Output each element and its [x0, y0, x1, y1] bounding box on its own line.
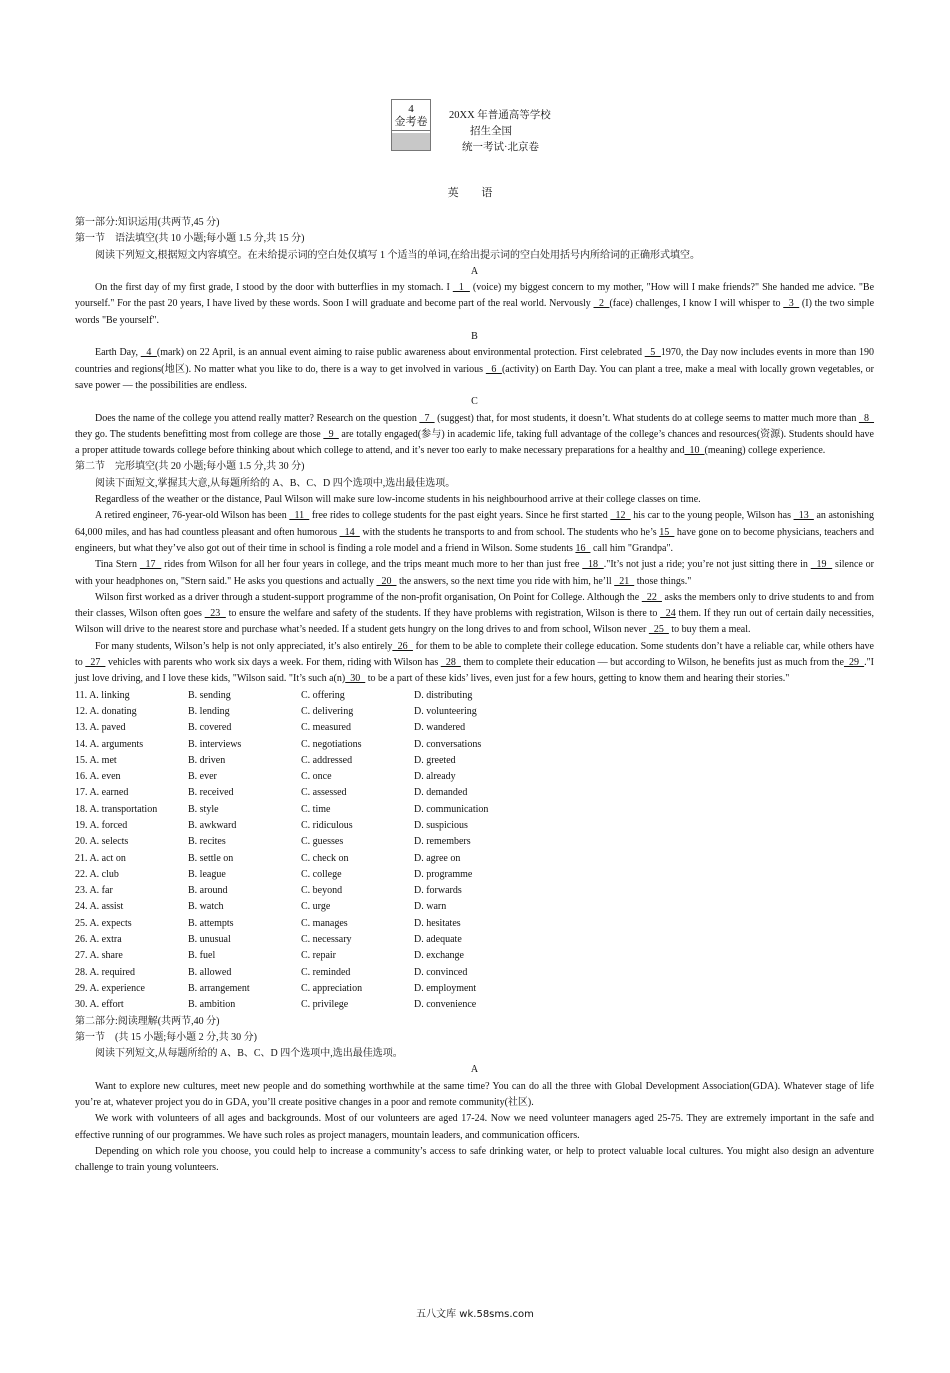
answer-blank: 9	[323, 428, 339, 440]
option-choice: 11. A. linking	[75, 689, 130, 701]
option-choice: B. covered	[188, 722, 232, 734]
passage-text: are totally engaged(参与) in academic life, taking full advantage of the college’s chances and resources(资源). Students should have a proper attitude towards college before thinking about which college to attend, and it’s never too early to make necessary preparations for a healthy and	[75, 428, 874, 457]
option-choice: C. guesses	[301, 836, 344, 848]
answer-blank: 15	[659, 526, 675, 538]
passage-text: to ensure the welfare and safety of the students. If they have problems with registration, Wilson is there to	[225, 608, 661, 620]
passage-text: those things."	[634, 575, 692, 587]
option-choice: 20. A. selects	[75, 836, 129, 848]
option-choice: 18. A. transportation	[75, 803, 158, 815]
passage-text: For many students, Wilson’s help is not only appreciated, it’s also entirely	[95, 640, 393, 652]
option-choice: C. manages	[301, 917, 348, 929]
option-choice: B. sending	[188, 689, 231, 701]
option-choice: D. forwards	[414, 885, 462, 897]
option-choice: C. check on	[301, 852, 349, 864]
option-choice: 22. A. club	[75, 868, 119, 880]
cloze-paragraph-1: Regardless of the weather or the distance, Paul Wilson will make sure low-income students in his neighbourhood arrive at their college classes on time.	[95, 494, 701, 506]
option-choice: C. once	[301, 771, 332, 783]
option-choice: D. convinced	[414, 966, 468, 978]
answer-blank: 30	[345, 673, 366, 685]
answer-blank: 7	[419, 412, 435, 424]
option-row	[75, 753, 874, 769]
option-row	[75, 948, 874, 964]
option-choice: C. urge	[301, 901, 331, 913]
answer-blank: 6	[485, 363, 502, 375]
option-choice: C. beyond	[301, 885, 343, 897]
option-choice: B. awkward	[188, 819, 237, 831]
cloze-paragraph-2	[75, 508, 874, 557]
reading-paragraph-1: Want to explore new cultures, meet new people and do something worthwhile at the same time? You can do all the three with Global Development Association(GDA). Whatever stage of life you’re at, whatever project you do in GDA, you’ll create positive changes in a poor and remote community(社区).	[75, 1080, 874, 1109]
answer-blank: 12	[610, 510, 631, 522]
answer-blank: 20	[376, 575, 397, 587]
option-row	[75, 818, 874, 834]
badge-label: 金考卷	[392, 115, 430, 131]
option-choice: C. necessary	[301, 934, 352, 946]
passage-text: them to complete their education — but according to Wilson, he benefits just as much from the	[460, 657, 844, 669]
option-choice: C. delivering	[301, 705, 354, 717]
option-choice: D. agree on	[414, 852, 461, 864]
answer-blank: 2	[593, 298, 610, 310]
option-choice: D. convenience	[414, 999, 477, 1011]
cloze-options	[75, 688, 874, 1014]
answer-blank: 4	[140, 347, 157, 359]
option-choice: 23. A. far	[75, 885, 113, 897]
option-choice: B. recites	[188, 836, 226, 848]
answer-blank: 24	[660, 608, 676, 620]
passage-text: they go. The students benefitting most from college are those	[75, 428, 324, 440]
answer-blank: 8	[858, 412, 875, 424]
option-choice: C. appreciation	[301, 982, 363, 994]
option-choice: B. fuel	[188, 950, 216, 962]
option-choice: 21. A. act on	[75, 852, 126, 864]
option-choice: B. league	[188, 868, 226, 880]
option-choice: C. reminded	[301, 966, 351, 978]
option-row	[75, 867, 874, 883]
option-choice: 24. A. assist	[75, 901, 124, 913]
option-row	[75, 916, 874, 932]
option-row	[75, 851, 874, 867]
option-choice: 12. A. donating	[75, 705, 137, 717]
option-choice: B. unusual	[188, 934, 231, 946]
badge-number: 4	[408, 103, 414, 115]
passage-label-c: C	[471, 396, 478, 408]
option-row	[75, 932, 874, 948]
option-choice: 19. A. forced	[75, 819, 128, 831]
option-choice: 26. A. extra	[75, 934, 122, 946]
passage-text: 1970, the Day now includes events in more than 190 countries and regions(地区). No matter what you like to do, there is a way to get involved in various	[75, 347, 874, 375]
passage-text: vehicles with parents who work six days a week. For them, riding with Wilson has	[105, 657, 441, 669]
option-choice: D. communication	[414, 803, 489, 815]
option-choice: B. lending	[188, 705, 230, 717]
cloze-paragraph-4	[75, 590, 874, 639]
badge-grey-block	[392, 133, 430, 150]
passage-text: Tina Stern	[95, 559, 140, 571]
exam-title-line3: 统一考试·北京卷	[462, 142, 539, 153]
option-choice: D. conversations	[414, 738, 482, 750]
passage-text: (mark) on 22 April, is an annual event aiming to raise public awareness about environmental protection. First celebrated	[156, 347, 645, 359]
passage-label-a: A	[470, 265, 479, 277]
option-row	[75, 785, 874, 801]
option-choice: B. allowed	[188, 966, 232, 978]
passage-text: Wilson first worked as a driver through a student-support programme of the non-profit organisation, On Point for College. Although the	[95, 591, 642, 603]
answer-blank: 14	[339, 526, 360, 538]
option-choice: C. time	[301, 803, 331, 815]
option-choice: D. already	[414, 771, 456, 783]
option-choice: 13. A. paved	[75, 722, 126, 734]
option-choice: B. settle on	[188, 852, 234, 864]
answer-blank: 5	[644, 347, 661, 359]
option-row	[75, 688, 874, 704]
answer-blank: 3	[783, 298, 800, 310]
option-row	[75, 834, 874, 850]
part1-section1-instructions: 阅读下列短文,根据短文内容填空。在未给提示词的空白处仅填写 1 个适当的单词,在给出提示词的空白处用括号内所给词的正确形式填空。	[95, 249, 700, 261]
passage-text: ."It’s not just a ride; you’re not just sitting there in	[603, 559, 811, 571]
option-choice: C. offering	[301, 689, 345, 701]
reading-label-a: A	[470, 1064, 479, 1076]
grammar-passage-a	[75, 280, 874, 329]
passage-text: (face) challenges, I know I will whisper to	[609, 298, 784, 310]
option-choice: C. negotiations	[301, 738, 362, 750]
passage-text: to be a part of these kids’ lives, even just for a few hours, getting to know them and hearing their stories."	[365, 673, 790, 685]
option-choice: C. measured	[301, 722, 351, 734]
option-choice: C. ridiculous	[301, 819, 353, 831]
grammar-passage-c	[75, 411, 874, 460]
exam-content	[75, 215, 874, 1177]
passage-text: On the first day of my first grade, I stood by the door with butterflies in my stomach. I	[95, 282, 453, 294]
option-row	[75, 720, 874, 736]
option-choice: B. received	[188, 787, 234, 799]
grammar-passage-b	[75, 345, 874, 394]
option-choice: D. remembers	[414, 836, 471, 848]
option-choice: 27. A. share	[75, 950, 123, 962]
passage-text: with the students he transports to and from school. The students who he’s	[359, 526, 660, 538]
subject-title: 英 语	[447, 187, 503, 199]
option-choice: 28. A. required	[75, 966, 135, 978]
passage-text: his car to the young people, Wilson has	[630, 510, 794, 522]
option-choice: B. arrangement	[188, 982, 250, 994]
passage-text: (activity) on Earth Day. You can plant a tree, make a meal with locally grown vegetables, or save power — the possibilities are endless.	[75, 363, 874, 391]
answer-blank: 17	[139, 559, 162, 571]
answer-blank: 11	[289, 510, 310, 522]
option-choice: D. warn	[414, 901, 447, 913]
option-row	[75, 997, 874, 1013]
answer-blank: 25	[648, 624, 669, 636]
option-row	[75, 737, 874, 753]
passage-text: Does the name of the college you attend really matter? Research on the question	[95, 412, 420, 424]
passage-text: to buy them a meal.	[668, 624, 751, 636]
answer-blank: 16	[575, 542, 591, 554]
option-choice: C. addressed	[301, 754, 353, 766]
option-choice: D. greeted	[414, 754, 456, 766]
exam-title	[447, 108, 567, 156]
option-choice: B. around	[188, 885, 228, 897]
option-choice: 30. A. effort	[75, 999, 124, 1011]
option-choice: D. adequate	[414, 934, 462, 946]
passage-text: them. If they run out of certain daily necessities, Wilson will drive to the nearest store and purchase what’s needed. If a student gets hungry on the long drives to and from school, Wilson never	[75, 608, 875, 636]
option-choice: B. interviews	[188, 738, 242, 750]
answer-blank: 29	[843, 657, 865, 669]
exam-title-line2: 招生全国	[470, 126, 512, 137]
cloze-paragraph-5	[75, 639, 874, 688]
answer-blank: 1	[452, 282, 470, 294]
passage-text: call him "Grandpa".	[590, 542, 674, 554]
answer-blank: 21	[614, 575, 635, 587]
option-choice: D. wandered	[414, 722, 466, 734]
footer-watermark: 五八文库 wk.58sms.com	[416, 1309, 534, 1320]
passage-text: silence or with your headphones on, "Stern said." He asks you questions and actually	[75, 559, 875, 587]
exam-header	[391, 99, 591, 161]
option-choice: 16. A. even	[75, 771, 121, 783]
passage-text: an astonishing 64,000 miles, and has had countless pleasant and often humorous	[75, 510, 875, 538]
option-choice: D. demanded	[414, 787, 468, 799]
passage-text: free rides to college students for the past eight years. Since he first started	[309, 510, 611, 522]
option-choice: D. exchange	[414, 950, 464, 962]
part2-section1-instructions: 阅读下列短文,从每题所给的 A、B、C、D 四个选项中,选出最佳选项。	[95, 1048, 403, 1060]
option-choice: C. privilege	[301, 999, 349, 1011]
part1-title: 第一部分:知识运用(共两节,45 分)	[75, 217, 220, 228]
option-row	[75, 883, 874, 899]
answer-blank: 22	[641, 591, 662, 603]
option-choice: 15. A. met	[75, 754, 117, 766]
answer-blank: 19	[810, 559, 833, 571]
passage-text: asks the members only to drive students to and from their classes, Wilson often goes	[75, 591, 875, 620]
cloze-paragraph-3	[75, 557, 874, 590]
part2-title: 第二部分:阅读理解(共两节,40 分)	[75, 1015, 220, 1027]
answer-blank: 27	[85, 657, 106, 669]
passage-label-b: B	[471, 331, 478, 343]
option-row	[75, 965, 874, 981]
option-choice: D. employment	[414, 982, 477, 994]
option-choice: D. distributing	[414, 689, 473, 701]
option-choice: 25. A. expects	[75, 917, 132, 929]
passage-text: the answers, so the next time you ride with him, he’ll	[396, 575, 615, 587]
answer-blank: 13	[793, 510, 814, 522]
exam-title-line1: 20XX 年普通高等学校	[449, 110, 551, 121]
option-choice: 14. A. arguments	[75, 738, 144, 750]
part1-section2-title: 第二节 完形填空(共 20 小题;每小题 1.5 分,共 30 分)	[75, 461, 305, 473]
passage-text: (voice) my biggest concern to my mother, "How will I make friends?" She handed me advice. "Be yourself." For the past 20 years, I have lived by these words. Soon I will graduate and become part of the real world. Nervously	[75, 282, 875, 310]
option-choice: B. attempts	[188, 917, 234, 929]
option-row	[75, 704, 874, 720]
answer-blank: 23	[204, 608, 226, 620]
option-choice: C. assessed	[301, 787, 347, 799]
option-choice: C. repair	[301, 950, 336, 962]
option-choice: C. college	[301, 868, 342, 880]
option-choice: D. hesitates	[414, 917, 461, 929]
passage-text: for them to be able to complete their college education. Some students don’t have a reliable car, while others have to	[75, 640, 874, 669]
passage-text: (meaning) college experience.	[704, 445, 826, 457]
option-choice: B. ambition	[188, 999, 236, 1011]
option-choice: B. watch	[188, 901, 224, 913]
part1-section2-instructions: 阅读下面短文,掌握其大意,从每题所给的 A、B、C、D 四个选项中,选出最佳选项。	[95, 477, 456, 489]
option-row	[75, 769, 874, 785]
answer-blank: 26	[392, 640, 413, 652]
passage-text: rides from Wilson for all her four years in college, and the trips meant much more to her than just free	[161, 559, 583, 571]
option-row	[75, 981, 874, 997]
option-choice: D. programme	[414, 868, 473, 880]
passage-text: have gone on to become physicians, teachers and engineers, but what they’ve also got out of their time in school is finding a role model and a friend in Wilson. Some students	[75, 526, 874, 554]
option-choice: B. ever	[188, 771, 217, 783]
option-row	[75, 802, 874, 818]
answer-blank: 28	[440, 657, 461, 669]
passage-text: (suggest) that, for most students, it doesn’t. What students do at college seems to matter much more than	[434, 412, 859, 424]
reading-paragraph-3: Depending on which role you choose, you could help to increase a community’s access to safe drinking water, or help to protect valuable local cultures. You might also design an adventure challenge to train young volunteers.	[75, 1145, 874, 1174]
part1-section1-title: 第一节 语法填空(共 10 小题;每小题 1.5 分,共 15 分)	[75, 233, 305, 245]
option-row	[75, 899, 874, 915]
option-choice: 29. A. experience	[75, 982, 145, 994]
answer-blank: 10	[684, 445, 705, 457]
passage-text: (I) the two simple words "Be yourself".	[75, 298, 875, 326]
option-choice: B. style	[188, 803, 219, 815]
option-choice: B. driven	[188, 754, 226, 766]
option-choice: D. suspicious	[414, 819, 468, 831]
part2-section1-title: 第一节 (共 15 小题;每小题 2 分,共 30 分)	[75, 1031, 257, 1043]
passage-text: A retired engineer, 76-year-old Wilson has been	[95, 510, 290, 522]
reading-paragraph-2: We work with volunteers of all ages and backgrounds. Most of our volunteers are aged 17-24. Now we need volunteer managers aged 25-75. They are extremely important in the safe and effective running of our programmes. We have such roles as project managers, mountain leaders, and communication officers.	[75, 1113, 874, 1141]
passage-text: ."I just love driving, and I love these kids, "Wilson said. "It’s such a(n)	[75, 657, 875, 685]
option-choice: D. volunteering	[414, 705, 477, 717]
answer-blank: 18	[582, 559, 604, 571]
exam-badge	[391, 99, 431, 151]
option-choice: 17. A. earned	[75, 787, 129, 799]
passage-text: Earth Day,	[95, 347, 141, 359]
